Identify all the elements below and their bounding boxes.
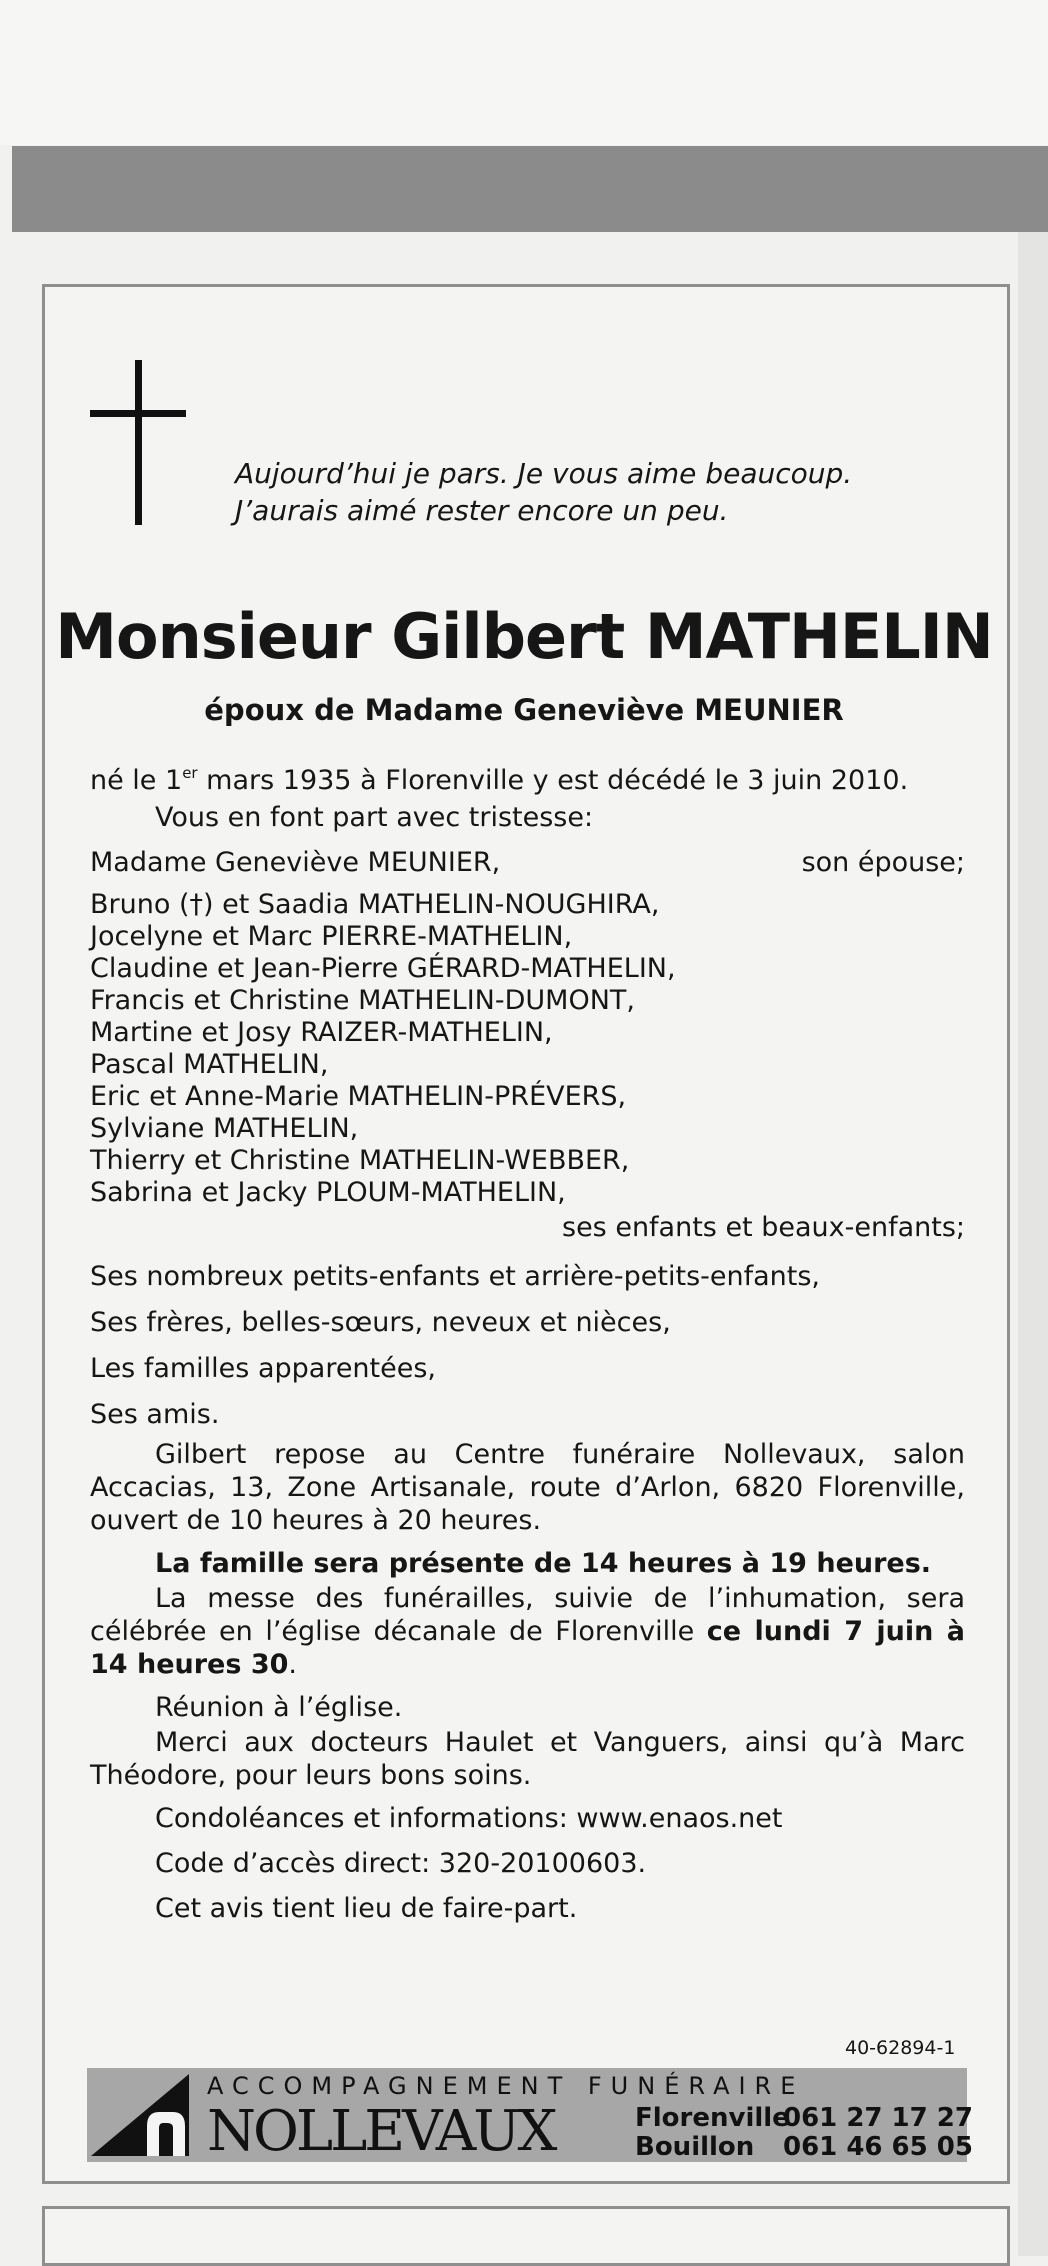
list-item: Sylviane MATHELIN, [90, 1113, 359, 1144]
epitaph-line-1: Aujourd’hui je pars. Je vous aime beaucoup. [235, 457, 853, 490]
paper-top-margin [0, 0, 1048, 145]
mass-paragraph: La messe des funérailles, suivie de l’inhumation, sera célébrée en l’église décanale de Florenville ce lundi 7 juin à 14 heures 30. [90, 1583, 966, 1680]
other-relatives [90, 1254, 965, 1438]
funeral-home-banner [87, 2068, 973, 2164]
list-item: Ses frères, belles-sœurs, neveux et nièces, [90, 1307, 671, 1338]
epitaph-line-2: J’aurais aimé rester encore un peu. [235, 494, 729, 527]
list-item: Jocelyne et Marc PIERRE-MATHELIN, [90, 921, 573, 952]
phone-row: Florenville061 27 17 27 [635, 2103, 973, 2133]
condolences-line: Condoléances et informations: www.enaos.net [155, 1803, 783, 1834]
reunion-line: Réunion à l’église. [155, 1692, 403, 1723]
funeral-home-tagline: ACCOMPAGNEMENT FUNÉRAIRE [207, 2072, 805, 2100]
deceased-name: Monsieur Gilbert MATHELIN [55, 600, 993, 673]
spouse-entry [90, 844, 965, 881]
family-presence: La famille sera présente de 14 heures à 19 heures. [155, 1548, 932, 1579]
funeral-home-name: NOLLEVAUX [207, 2099, 555, 2164]
access-code-line: Code d’accès direct: 320-20100603. [155, 1848, 647, 1879]
spouse-line: époux de Madame Geneviève MEUNIER [204, 693, 844, 727]
page-edge [1018, 232, 1048, 2256]
repose-paragraph: Gilbert repose au Centre funéraire Nollevaux, salon Accacias, 13, Zone Artisanale, route d’Arlon, 6820 Florenville, ouvert de 10 heures à 20 heures. [90, 1439, 965, 1536]
latin-cross-icon-bar [90, 410, 186, 417]
children-list [90, 889, 965, 1209]
latin-cross-icon [135, 360, 142, 525]
phone-row: Bouillon 061 46 65 05 [635, 2132, 973, 2162]
next-notice-frame [42, 2206, 1010, 2266]
list-item: Bruno (†) et Saadia MATHELIN-NOUGHIRA, [90, 889, 660, 920]
thanks-paragraph: Merci aux docteurs Haulet et Vanguers, ainsi qu’à Marc Théodore, pour leurs bons soins. [90, 1727, 965, 1791]
funeral-home-phones [635, 2104, 973, 2162]
list-item: Thierry et Christine MATHELIN-WEBBER, [90, 1145, 630, 1176]
children-role: ses enfants et beaux-enfants; [562, 1212, 965, 1243]
list-item: Francis et Christine MATHELIN-DUMONT, [90, 985, 635, 1016]
list-item: Claudine et Jean-Pierre GÉRARD-MATHELIN, [90, 953, 676, 984]
birth-death-line: né le 1er mars 1935 à Florenville y est décédé le 3 juin 2010. [90, 764, 909, 796]
list-item: Pascal MATHELIN, [90, 1049, 329, 1080]
spouse-entry-role: son épouse; [801, 847, 965, 878]
intro-line: Vous en font part avec tristesse: [155, 802, 594, 833]
list-item: Ses amis. [90, 1399, 220, 1430]
reference-number: 40-62894-1 [845, 2037, 956, 2059]
nollevaux-logo-icon [87, 2068, 197, 2162]
mass-date: ce lundi 7 juin à 14 heures 30 [90, 1616, 966, 1680]
list-item: Sabrina et Jacky PLOUM-MATHELIN, [90, 1177, 566, 1208]
epitaph [235, 455, 852, 529]
list-item: Martine et Josy RAIZER-MATHELIN, [90, 1017, 553, 1048]
list-item: Les familles apparentées, [90, 1353, 437, 1384]
spouse-entry-name: Madame Geneviève MEUNIER, [90, 847, 501, 878]
list-item: Ses nombreux petits-enfants et arrière-petits-enfants, [90, 1261, 821, 1292]
gray-header-band [12, 146, 1048, 232]
list-item: Eric et Anne-Marie MATHELIN-PRÉVERS, [90, 1081, 627, 1112]
obituary-body [90, 762, 965, 1927]
notice-line: Cet avis tient lieu de faire-part. [155, 1893, 578, 1924]
